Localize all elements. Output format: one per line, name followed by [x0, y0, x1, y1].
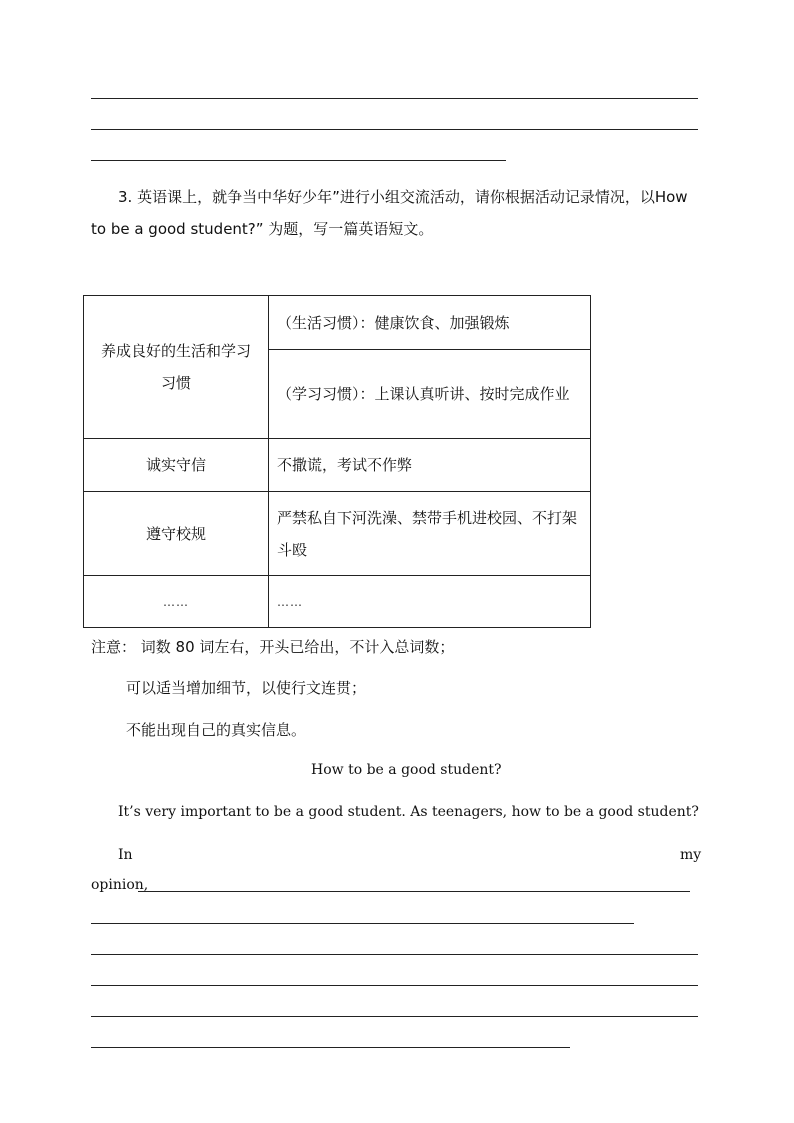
table-cell-study-habits: （学习习惯）：上课认真听讲、按时完成作业	[269, 350, 591, 439]
table-cell-honesty-detail: 不撒谎，考试不作弊	[269, 439, 591, 492]
table-cell-school-rules-detail: 严禁私自下河洗澡、禁带手机进校园、不打架斗殴	[269, 492, 591, 576]
table-cell-ellipsis-left: ……	[84, 576, 269, 628]
writing-line[interactable]	[138, 891, 690, 892]
writing-line[interactable]	[91, 923, 634, 924]
writing-line[interactable]	[91, 1016, 698, 1017]
table-cell-habits	[84, 296, 269, 439]
writing-line[interactable]	[91, 954, 698, 955]
table-cell-honesty: 诚实守信	[84, 439, 269, 492]
note-word-count: 注意： 词数 80 词左右，开头已给出，不计入总词数；	[91, 638, 455, 656]
writing-line[interactable]	[91, 985, 698, 986]
answer-line	[91, 129, 698, 130]
essay-word-my: my	[680, 847, 702, 863]
table-cell-school-rules: 遵守校规	[84, 492, 269, 576]
activity-record-table	[83, 295, 591, 628]
writing-line[interactable]	[91, 1047, 570, 1048]
table-row	[84, 576, 591, 628]
essay-word-opinion: opinion,	[91, 877, 149, 893]
note-no-real-info: 不能出现自己的真实信息。	[126, 721, 307, 739]
essay-intro: It’s very important to be a good student. As teenagers, how to be a good student?	[118, 804, 699, 820]
habits-label: 养成良好的生活和学习习惯	[100, 342, 251, 392]
essay-word-in: In	[118, 847, 133, 863]
question-line-1: 3. 英语课上，就争当中华好少年”进行小组交流活动，请你根据活动记录情况，以How	[118, 188, 688, 206]
note-add-details: 可以适当增加细节，以使行文连贯；	[126, 679, 367, 697]
table-row	[84, 439, 591, 492]
question-line-2: to be a good student?” 为题，写一篇英语短文。	[91, 220, 434, 238]
table-row	[84, 492, 591, 576]
essay-title: How to be a good student?	[311, 762, 502, 778]
table-row	[84, 296, 591, 350]
answer-line	[91, 98, 698, 99]
answer-line	[91, 160, 506, 161]
table-cell-life-habits: （生活习惯）：健康饮食、加强锻炼	[269, 296, 591, 350]
table-cell-ellipsis-right: ……	[269, 576, 591, 628]
